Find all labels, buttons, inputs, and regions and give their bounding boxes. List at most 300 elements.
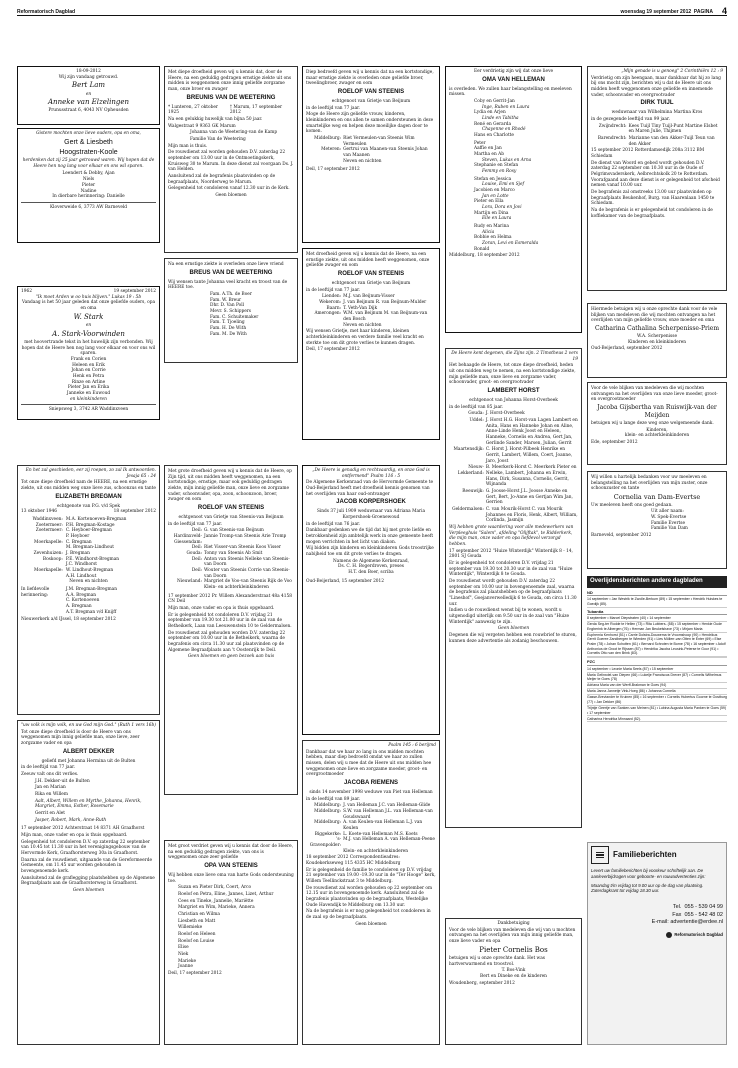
condolence-info: Er is gelegenheid tot condoleren D.V. vrijdag 21 september van 19.30 tot 21.00 uur in de zaal van de Betheikerk, Laan van Leeuwenstein 10 te Geldermalsen. [168, 612, 292, 630]
obituary-text: Na een ernstige ziekte is overleden onze lieve vriend [168, 262, 284, 267]
obituary-text: Met diepe droefheid geven wij u kennis dat, door de Heere, na een geduldig gedragen ernstige ziekte uit ons midden is weggenomen onze innig geliefde zorgzame man, onze broer en zwager [168, 70, 292, 93]
family-member: Marieke [178, 958, 197, 964]
obituary-text: Zeeuw valt ons dit verlies. [21, 771, 79, 777]
deceased-age: in de leeftijd van 77 jaar. [306, 287, 361, 293]
relative-row: Barendrecht: Marianne van den Akker-Tuijl Teun van den Akker [597, 135, 715, 147]
family-member: Ronald [474, 246, 490, 252]
thanks-text: Voor de vele blijken van medeleven die wij van u mochten ontvangen na het overlijden van mijn innig geliefde man, onze lieve vader en opa [449, 927, 576, 945]
obituary-listing: 14 september • Leonie Maria Seels (87) • 15 september [587, 667, 727, 673]
family-announcements-info [587, 842, 727, 1045]
place-date: Middelburg, 18 september 2012 [449, 253, 520, 259]
nephews-label: Neven en nichten [69, 579, 108, 585]
family-member: Uit aller naam: [651, 509, 684, 515]
obituary-text: Het behaagde de Heere, tot onze diepe droefheid, heden uit ons midden weg te nemen, na een kortstondige ziekte, mijn geliefde man, onze lieve en zorgzame vader, schoonvader, groot- en overgrootvader [449, 363, 576, 386]
obituary-listing: Adriana Maria van der Werff-Brakman te Goes (94) [587, 683, 727, 689]
family-member: Jan en Lotte [482, 193, 509, 199]
obituary-text: Diep bedroefd geven wij u kennis dat na een kortstondige, maar ernstige ziekte is overleden onze geliefde broer, tweelingbroer, zwager en oom [306, 70, 434, 87]
burial-info: Na de begrafenis is er nog gelegenheid tot condoleren in de zaal op de begraafplaats. [306, 909, 431, 921]
obituary-note: Mijn man, onze vader en opa is thuis opgebaard. [21, 832, 128, 838]
family-member: Chayenne en Rhodé [482, 127, 526, 133]
deceased-name: ALBERT DEKKER [62, 748, 115, 755]
relative-row: Moerkapelle: W. Lindhout-Bregman [34, 567, 114, 573]
announcement-address: Walgestraat 9 9363 GK Marum [168, 123, 236, 129]
service-info: De rouwdienst zal gehouden worden D.V. zaterdag 22 september om 10.00 uur in de Betheikerk, waarna de begrafenis om circa 11.30 uur zal plaatsvinden op de Algemene Begraafplaats aan 't Oostenrijk te Deil. [168, 630, 286, 653]
obituary-text: Dankbaar gedenken we de tijd dat hij met grote liefde en betrokkenheid zijn ambtelijk werk in onze gemeente heeft mogen verrichten in het licht van diakon. [306, 528, 434, 545]
relative-row: Middelburg: Riet Vermeulen-van Steenis Wim Vermeulen [314, 135, 415, 147]
announcement-intro: Gistere mochten onze lieve ouders, opa en oma, [36, 131, 141, 136]
relative-row: Deil: Anton van Steenis Nelleke van Steenis-van Doorn [191, 556, 290, 568]
relative-row: Zoetermeer: C. Heyboer-Bregman [35, 528, 112, 534]
relative-row: Deil: G. van Steenis-van Beijnum [191, 528, 264, 534]
family-member: Fam. W. Breur [210, 297, 242, 303]
obituary-text: is overleden. We zullen haar belangstelling en meeleven missen. [449, 86, 572, 98]
relative-row: Geldermalsen: C. van Mourik-Horst C. van Mourik Johannes en Floris, Henk, Albert, William, Corlinda, Jasmijn [452, 507, 578, 524]
family-member: Dhr. D. Van Poll [210, 303, 245, 309]
relative-row: Deil: Riet Visser-van Steenis Koos Visser [191, 545, 281, 551]
place-date: 17 september 2012 "Huize Winterdijk" Winterdijk 8 - 14, 2801 SJ Gouda [449, 548, 573, 560]
relative-row: Nieuwland: Margriet de Voo-van Steenis Rijk de Voo [176, 579, 292, 585]
family-member: Elle en Laura [482, 216, 512, 222]
email-link[interactable]: advertentie@erdee.nl [670, 918, 723, 925]
deceased-name: OPA VAN STEENIS [204, 863, 258, 870]
relative-row: Deil: Wouter van Steenis Corrie van Steenis-van Doorn [191, 567, 290, 579]
relative-row: Lienden: M.J. van Beijnum-Visser [322, 294, 395, 300]
family-member: Pieter [81, 182, 96, 188]
memorial-note: In dierbare herinnering: Danielle [52, 194, 125, 200]
obituary-note: Degenen die wij vergeten hebben een rouwbrief te sturen, kunnen deze advertentie als zodanig beschouwen. [449, 633, 577, 644]
flowers-note: Geen bloemen en geen bezoek aan huis [187, 654, 275, 660]
relative-row: 's-Gravenpolder: M.J. van Helleman A. van Helleman-Peene [309, 837, 435, 848]
family-member: Nadine [80, 188, 97, 194]
conjunction: en [85, 91, 92, 97]
memory-name: C. Kortenoeven [65, 598, 100, 604]
relative-row: Moerkapelle: C. Bregman [34, 539, 92, 545]
obituary-listing: 14 september • Jan Westrik te Zwolle-Berkum (89) • 15 september • Hendrik Huiskes te Goedijk (85). [587, 597, 727, 608]
family-member: Roelof en Petra, Eline, Jannes, Lizet, Arthur [178, 891, 274, 897]
flowers-note: Geen bloemen [215, 193, 247, 198]
family-member: Jacobien en Marco [474, 188, 515, 193]
place-date: Oud-Beijerland, 15 september 2012 [306, 578, 385, 584]
person-name: A. Stark-Voorwinden [52, 329, 125, 338]
flowers-note: Geen bloemen [497, 626, 530, 632]
family-member: Kinderen, [646, 427, 668, 433]
announcement-anniversary-stark [17, 286, 160, 420]
deceased-name: BREUS VAN DE WEETERING [189, 269, 273, 276]
announcement-address: Prunusstraat 6, 4043 NV Opheusden [48, 108, 129, 114]
family-member: Coby en Gerrit-Jan [474, 98, 515, 104]
service-info: Gelegenheid tot condoleren D.V. op zaterdag 22 september van 10.45 tot 11.30 uur in het verenigingsgebouw van de Hervormde Kerk, Graafhorsterweg 30a in Graafhorst. [21, 839, 150, 856]
person-name: Bert Lam [71, 81, 106, 90]
place-date: Oud-Beijerland, september 2012 [591, 346, 663, 352]
source-label: PZC [587, 659, 727, 665]
burial-info: Aansluitend zal de begrafenis plaatsvinden op de begraafplaats, Noorderweg te Marum. [168, 173, 276, 185]
other-obituaries-title: Overlijdensberichten andere dagbladen [587, 576, 727, 588]
person-name: Hoogstraten-Koole [59, 148, 118, 156]
family-member: Suzan en Pieter Dirk, Coert, Arco [178, 885, 252, 891]
date-label: 19 september 2012 [113, 289, 156, 294]
family-member: Liesbeth en Matt [178, 918, 216, 924]
announcement-address: Nieuwerkerk a/d IJssel, 18 september 2012 [21, 617, 116, 623]
family-member: René en Gerarda [474, 121, 512, 127]
obituary-listing: 8 september • Marcel Diepstraten (40) • 14 september [587, 616, 727, 622]
relative-row: Zoetermeer: P.H. Bregman-Kostage [35, 522, 115, 528]
family-member: Rudy en Marina [474, 224, 509, 230]
obituary-text: De Algemene Kerkenraad van de Hervormde Gemeente te Oud-Beijerland heeft met droefheid kennis genomen van het overlijden van haar oud-ontvanger [306, 480, 434, 497]
obituary-roelof-van-steenis-family [164, 465, 298, 795]
thanks-bos [445, 918, 582, 1045]
verse: De Heere kent degenen, die Zijns zijn. 2 Timotheus 2 vers 19 [451, 351, 578, 362]
burial-info: De begrafenis zal omstreeks 13.00 uur plaatsvinden op begraafplaats Beukenhof, Burg. van Haarenlaan 1450 te Schiedam. [591, 190, 715, 207]
family-member: klein- en achterkleinkinderen [624, 433, 690, 439]
obituary-text: Met groot verdriet geven wij u kennis dat door de Heere, na een geduldig gedragen ziekte, van ons is weggenomen onze zeer geliefde [168, 844, 294, 861]
family-member: Femmy en Rosy [482, 168, 517, 174]
family-member: Janneke en Euwoud [66, 390, 111, 396]
family-member: Bert en Dineke en de kinderen [480, 973, 547, 979]
relative-row: Waddinxveen: M.A. Kortenoeven-Bregman [32, 516, 127, 522]
announcement-text: herdenken dat zij 25 jaar getrouwd waren. Wij hopen dat de Heere hen nog lang voor elkaar en ons wil sparen. [22, 158, 155, 169]
person-name: W. Stark [73, 312, 104, 321]
flowers-note: Geen bloemen [355, 921, 387, 927]
family-member: Fam. M. De With [210, 331, 247, 337]
deceased-age: in de leeftijd van 77 jaar. [168, 521, 223, 527]
place-date: 18 september 2012 Correspondentieadres: Koudekerkseweg 115 4335 HC Middelburg [306, 855, 401, 866]
relative-row: Zevenhuizen: J. Bregman [33, 550, 90, 556]
family-member: Familie Van de Weetering [190, 136, 246, 142]
verse: "uw volk is mijn volk, en uw God mijn God." (Ruth 1 vers 16b) [21, 723, 156, 728]
obituary-breus [164, 258, 298, 363]
thanks-text: Hiermede betuigen wij u onze oprechte dank voor de vele blijken van medeleven die wij mochten ontvangen na het overlijden van mijn geliefde vrouw, onze moeder en oma [591, 307, 718, 324]
relative-row: M. Bregman-Lindhout [65, 545, 114, 551]
thanks-text: betuigen wij u onze oprechte dank. Het was hartverwarmend en troostvol. [449, 955, 545, 967]
service-info: Indien u de rouwdienst wenst bij te wonen, wordt u uitgenodigd uiterlijk om 9.50 uur in de zaal van "Huize Winterdijk" aanwezig te zijn. [449, 608, 570, 625]
place-date: 15 september 2012 Rotterdamsedijk 208a 3112 BM Schiedam [591, 148, 705, 159]
family-member: Margriet en Wim, Marieke, Annera [178, 905, 255, 911]
family-member: Stefan en Jessica [474, 176, 512, 182]
place-date: 17 september 2012 Achterstraat 14 8371 AH Graafhorst [21, 826, 145, 832]
obituary-opa-van-steenis [164, 840, 298, 1045]
announcement-date: 18-09-2012 [76, 69, 101, 74]
birth-date: * Lunteren, 27 oktober 1925 [168, 104, 218, 116]
obituary-van-de-weetering [164, 66, 298, 253]
page-header [17, 7, 727, 16]
memory-name: A. Bregman [65, 604, 92, 610]
deceased-name: ROELOF VAN STEENIS [337, 271, 405, 278]
deceased-subtitle: geliefd met Johanna Hermina uit de Bulten [41, 758, 136, 764]
family-member: Peter [474, 140, 486, 146]
family-member: Lydia en Arjen [474, 110, 506, 116]
family-member: Fam. T. Tjoeling [210, 320, 245, 326]
thanks-van-ruiswijk [587, 382, 727, 465]
obituary-bregman [17, 465, 160, 715]
family-member: Martijn en Dina [474, 210, 509, 216]
family-member: Inge, Ruben en Laura [482, 104, 530, 110]
obituary-text: Na een gelukkig huwelijk van bijna 50 jaar. [168, 116, 263, 122]
year-label: 1962 [21, 289, 32, 294]
announcement-anniversary-hoogstraten [17, 128, 160, 243]
family-member: en kleinkinderen [70, 396, 107, 402]
obituary-lambert-horst [445, 348, 582, 828]
family-member: Johanna van de Weetering-van de Kamp [190, 130, 278, 136]
thanks-text: betuigen wij u lange deze weg onze welgemeende dank. [591, 420, 714, 426]
family-member: Leendert & Debby, Ajan [62, 171, 115, 177]
family-member: Stephanie en Stefan [474, 163, 519, 169]
place-date: Ede, september 2012 [591, 439, 638, 445]
family-member: Niels [82, 177, 95, 183]
fax-line: Fax 055 - 542 48 02 [672, 911, 723, 918]
burial-info: Na de begrafenis is er gelegenheid tot condoleren in de koffiekamer van de begraafplaats. [591, 208, 713, 219]
memory-name: A.A. Bregman [65, 592, 97, 598]
obituary-korpershoek [302, 465, 440, 735]
obituary-listing [587, 657, 727, 658]
deceased-subtitle: echtgenote van P.G. v/d Spek [56, 503, 121, 509]
announcement-intro: Wij zijn vandaag getrouwd. [58, 74, 119, 80]
family-member: W. Spek-Evertse [651, 514, 687, 520]
deceased-name: OMA VAN HELLEMAN [482, 76, 545, 83]
relative-row: Uddel: J. Horst H.G. Horst-van Lagen Lambert en Anita, Hans en Hanneke Johan en Aline, Anne-Linde Henk Joost en Heleen, Hanneke, Cornelis en Andrea, Gert Jan, Gerlinde Sander, Marsen, Julian, Gerrit [469, 417, 578, 446]
family-member: Jan en Marian [35, 785, 66, 791]
person-name: Gert & Liesbeth [64, 138, 113, 146]
obituary-dekker [17, 720, 160, 1045]
obituary-note: Mijn man, onze vader en opa is thuis opgebaard. [168, 606, 275, 612]
family-member: T. Bos-Vink [501, 968, 526, 974]
family-member: Niek [178, 951, 189, 957]
relative-row: Middelburg: J. van Helleman J.C. van Helleman-Glide [314, 803, 431, 809]
deceased-subtitle: weduwnaar van Wilhelmina Martina Kros [611, 110, 703, 116]
verse: Psalm 145 : 6 berijmd [388, 743, 436, 748]
obituary-steenis-in-laws [302, 248, 440, 440]
obituary-text: Wij wensen Grietje, met haar kinderen, kleinen achterkleinkinderen en verdere familie veel kracht en sterkte toe om dit grote verlies te kunnen dragen. [306, 329, 424, 346]
relative-row: Biggekerke: L. Koete-van Helleman M.S. Koets [314, 831, 418, 837]
relative-row: A.H. Lindhout [65, 573, 97, 579]
email-line: E-mail: advertentie@erdee.nl [651, 918, 723, 925]
obituary-text: Verdrietig om zijn heengaan, maar dankbaar dat hij zo lang bij ons mocht zijn, berichten wij u dat de Heere uit ons midden heeft weggenomen onze geliefde en innemende vader, schoonvader en overgrootvader [591, 75, 721, 98]
family-member: Johan en Corrie [71, 368, 106, 374]
obituary-note: Mijn man is thuis. [168, 143, 208, 149]
deceased-age: in de leeftijd van 85 jaar. [449, 404, 504, 410]
condolence-info: Gelegenheid tot condoleren vanaf 12.30 uur in de Kerk. [168, 186, 290, 192]
thanks-text: Uw meeleven heeft ons goed gedaan. [591, 502, 673, 508]
deceased-name: Cornelia van Dam-Evertse [613, 493, 701, 502]
verse: „Mijn genade is u genoeg" 2 Corinthiërs 12 : 9 [621, 69, 723, 74]
deceased-name: Pieter Cornelis Bos [479, 945, 548, 954]
service-info: De rouwdienst zal worden gehouden op 22 september om 12.15 uur in bovengenoemde kerk. Aansluitend zal de begrafenis plaatsvinden op de begraafplaats, Westelijke Oude Havendijk te Middelburg om 13.30 uur. [306, 885, 433, 908]
info-text: Levert uw familieberichten bij voorkeur schriftelijk aan. De aanleverbijdragen voor geboorte- en rouwadvertenties zijn: [591, 868, 706, 879]
logo-mark-icon [666, 932, 672, 938]
family-member: Martha en Ab [474, 151, 504, 157]
newspaper-icon [591, 846, 609, 864]
deceased-name: ELIZABETH BREGMAN [55, 493, 122, 500]
death-date: † Marum, 17 september 2012 [229, 104, 283, 116]
relative-row: J.C. Windhorst [65, 562, 98, 568]
deceased-subtitle: echtgenoot van Grietje van Steenis-van Beijnum [178, 514, 284, 520]
relative-row: Gouda: J. Horst-Overbeek [468, 411, 525, 417]
relative-row: Hardinxveld-Giessendam: Jannie Tromp-van Steenis Arie Tromp [173, 533, 287, 545]
relative-row: Middelburg: A. van Keulen-van Helleman L.J. van Keulen [314, 820, 423, 831]
deceased-name: BREUNIS VAN DE WEETERING [186, 94, 276, 101]
relative-row: Meteren: Gertrui van Maanen-van Steenis Johan van Maanen [321, 147, 428, 158]
relative-row: Klein- en achterkleinkinderen [343, 848, 408, 854]
family-member: Familie Evertse [651, 520, 685, 526]
obituary-text: Moge de Heere zijn geliefde vrouw, kinderen, kleinkinderen en ons allen te samen ondersteunen in deze smartelijke weg en helpen deze moeilijke dagen door te komen. [306, 112, 434, 135]
family-member: Alicia [482, 229, 495, 235]
relative-row: Klein- en achterkleinkinderen [204, 585, 269, 590]
section-title: Familieberichten [613, 850, 677, 859]
family-member: Linde en Tabitha [482, 115, 519, 121]
family-member: Mevr. S. Schippers [210, 308, 252, 314]
announcement-text: Vandaag is het 50 jaar geleden dat onze geliefde ouders, opa en oma [21, 300, 156, 312]
family-member: Fam. A.Th. de Boer [210, 291, 252, 297]
family-member: Roelof en Louise [178, 938, 215, 944]
family-member: Cees en Tineke, Jannelie, Mariëtte [178, 898, 254, 904]
obituary-dirk-tuijl [587, 66, 727, 291]
obituary-riemens [302, 740, 440, 1045]
deceased-subtitle: echtgenoot van Grietje van Beijnum [331, 280, 411, 286]
obituary-listing: Gerda Seg-ter Rodde te Hellen (73) • Rita Lubbers- (58) • 15 september • Henkie Oude Engberink te Albergen (76) • Herman Jan Beukelshave (73) • Mirjam Maria [587, 622, 727, 633]
relative-row: Baarn: T. Veth-Van Dijk [326, 305, 378, 311]
family-member: Steven, Lukas en Arna [482, 157, 532, 163]
service-info: De rouwdienst zal worden gehouden D.V. zaterdag 22 september om 13.00 uur in de Ontmoetingskerk, Kruisweg 30 te Marum. In deze dienst zal voorgaan Ds. J. van Helden. [168, 150, 294, 173]
header-date: woensdag 19 september 2012 PAGINA [620, 9, 713, 15]
relative-row: P. Heyboer [65, 533, 90, 539]
burial-info: Aansluitend zal de graflegging plaatshebben op de Algemene Begraafplaats aan de Graafhorsterweg in Graafhorst. [21, 875, 155, 887]
relative-row: Neven en nichten [343, 158, 382, 164]
family-member: Bobbie en Helma [474, 235, 512, 241]
deceased-name: Jacoba Gijsbertha van Ruiswijk-van der Meijden [597, 404, 717, 419]
obituary-text: Tot onze diepe droefheid is door de Heere van ons weggenomen mijn innig geliefde man, onze lieve, zeer zorgzame vader en opa [21, 729, 140, 747]
deceased-subtitle: Sinds 37 juli 1909 weduwnaar van Adriana Maria Korpershoek-Groenewoud [316, 509, 426, 520]
family-member: Rika en Willem [35, 791, 68, 797]
family-member: Pieter Jan en Erika [67, 385, 110, 391]
family-member: Fam. H. De With [210, 325, 247, 331]
relative-row: Wekerom: J. van Beijnum R. van Beijnum-Mulder [319, 299, 427, 305]
family-member: Aaffie en Jan [474, 146, 502, 152]
family-member: Jasper, Robert, Mark, Anne-Ruth [35, 817, 107, 823]
relative-row: Reeuwijk: G. Joosse-Horst J.L. Joosse Anneke en Gert, Bert, Jo-Anne en Gertjan Wim Jan, Gerrien [462, 489, 573, 506]
publication-logo: Reformatorisch Dagblad [591, 932, 723, 938]
obituary-text: Met grote droefheid geven wij u kennis dat de Heere, op Zijn tijd, uit ons midden heeft weggenomen, na een kortstondige, ernstige, maar ook geduldig gedragen ziekte, mijn innig geliefde man, onze lieve en zorgzame vader, schoonvader, opa, zoon, schoonzoon, broer, zwager en oom [168, 469, 292, 503]
deceased-age: in de leeftijd van 89 jaar. [306, 796, 361, 802]
family-member: Rinze en Arline [71, 379, 106, 385]
deceased-name: DIRK TUIJL [640, 100, 674, 107]
relative-row: Neven en nichten [343, 322, 382, 328]
family-member: Lora, Dora en Jovi [482, 205, 522, 211]
service-info: De dienst van Woord en gebed wordt gehouden D.V. zaterdag 22 september om 10.30 uur in de Oude of Pelgrimsvaderskerk, Aelbrechtskolk 20 te Rotterdam. Voorafgaand aan deze dienst is er gelegenheid tot afscheid nemen vanaf 10.00 uur. [591, 160, 720, 189]
family-member: Elise [178, 945, 189, 951]
memory-label: In liefdevolle herinnering: [21, 587, 50, 598]
family-member: W.A. Scherpenisse [637, 333, 677, 339]
source-label: Tubantia [587, 609, 727, 615]
deceased-subtitle: echtgenoot van Johanna Horst-Overbeek [469, 397, 558, 403]
relative-row: Zwijndrecht: Kees Tuijl Tiny Tuijl-Punt Martine Elsbet en Maren Julie, Thijmen [598, 123, 718, 135]
family-member: Fam. C. Schuitemaker [210, 314, 259, 320]
service-info: De rouwdienst wordt gehouden D.V. zaterdag 22 september om 10.00 uur in bovengenoemde zaal, waarna de begrafenis zal plaatshebben op de begraafplaats "Lineshof", Goejanverwelledijk 6 te Gouda, om circa 11.30 uur. [449, 579, 577, 607]
condolence-info: Er is gelegenheid de familie te condoleren op D.V. vrijdag 21 september van 19.00 -19.30 uur in de "Ter Hooge" kerk, Willem Teellinckstraat 3 te Middelburg. [306, 867, 436, 885]
deceased-age: in de leeftijd van 77 jaar. [306, 105, 361, 111]
family-member: Heleen en Erik [72, 362, 105, 368]
family-member: Kinderen en kleinkinderen [627, 339, 687, 345]
obituary-text: Tot onze diepe droefheid nam de HEERE, na een ernstige ziekte, uit ons midden weg onze lieve zus, schoonzus en tante [21, 480, 156, 492]
deceased-age: in de gezegende leeftijd van 99 jaar. [591, 116, 670, 122]
relative-row: Amerongen: W.M. van Beijnum M. van Beijnum-van den Bosch [314, 311, 428, 322]
relative-row: Boskoop: P.E. Windhorst-Bregman [42, 556, 120, 562]
conjunction: en [85, 322, 92, 328]
source-label: ND [587, 590, 727, 596]
thanks-text: Voor de vele blijken van medeleven die wij mochten ontvangen na het overlijden van onze lieve moeder, groot- en overgrootmoeder [591, 386, 718, 403]
verse: En het zal geschieden, eer zij roepen, zo zal Ik antwoorden. Jesaja 65 : 24 [25, 468, 156, 479]
deceased-age: in de leeftijd van 76 jaar. [306, 521, 361, 527]
obituary-listing: Euphemia Kenhorst (51) • Carrie Dolstra-Douwema te Vroomshoop (90) • Hendrikus Gerrit Goeree Zandbergen te Wierden (91) • Lies Möllerr-van Otten te Enter (69) • Else Pralm (78) • Johan Schotten (61) • Bernard Schroten te Borne (78) • 16 september • Adolf Anthonius de Groot te Rijssen (87) • Hendrika Jacoba Leusink-Peterse te Goor (91) • Cornelis Otto van den Brink (83). [587, 632, 726, 656]
deceased-name: ROELOF VAN STEENIS [337, 89, 405, 96]
obituary-listing: Maria Gelinxdel-van Diepen (66) • Lukelje Franciscus Drever (87) • Cornelis Wilhelmus Meijer te Goes (78) [587, 673, 727, 684]
relative-row: Nieuw-Lekkerland: B. Meerkerk-Horst C. Meerkerk Pieter en Nelleke, Lambert, Johanna en Erwin, Hans, Dirk, Susanna, Cornelis, Gerrit, Wijnanda [457, 465, 577, 488]
obituary-text: Wij hebben onze lieve oma van harte Gods ondersteuning toe. [168, 872, 294, 884]
obituary-text: Wij bidden zijn kinderen en kleinkinderen Gods troostrijke nabijheid toe om dit grote verlies te dragen. [306, 546, 434, 557]
signature-line: Ds. C. H. Bogerdroven, preses [338, 564, 404, 570]
obituary-text: Wij wensen tante Johanna veel kracht en troost van de HEERE toe. [168, 279, 288, 291]
condolence-info: Er is gelegenheid tot condoleren D.V. vrijdag 21 september van 19.30 tot 20.30 uur in de zaal van "Huize Winterdijk", Winterdijk 8 te Gouda. [449, 561, 573, 578]
obituary-listing: Maria Janna Jannetje Vink-Hoeg (86) • Johanna Cornelia [587, 689, 727, 695]
obituary-steenis-siblings [302, 66, 440, 243]
death-date: 18 september 2012 [113, 509, 156, 515]
relative-row: Gouda: Tonny van Steenis Ab Smit [186, 550, 263, 556]
verse: Eer verdrietig zijn wij dat onze lieve [473, 69, 554, 74]
place-date: 17 september 2012 Pr. Willem Alexanderstraat 48a 4158 CN Deil [168, 593, 292, 605]
announcement-wedding-lam [17, 66, 160, 125]
place-date: Deil, 17 september 2012 [306, 167, 360, 173]
publication-name: Reformatorisch Dagblad [17, 9, 76, 15]
deceased-name: ROELOF VAN STEENIS [197, 505, 265, 512]
obituary-text: Wij hebben grote waardering voor alle medewerkers van Verpleeghuis "Salem", afdeling "Olijftak", te Ridderkerk, die mijn man, onze vader en opa liefdevol verzorgd hebben. [449, 525, 574, 548]
flowers-note: Geen bloemen [72, 888, 105, 894]
announcement-address: Kloverweide 6, 3773 AW Barneveld [49, 204, 128, 210]
family-member: Aalt, Albert, Willem en Myrthe, Johanna, Henrik, Margriet, Emma, Esther, Rosemarie [35, 798, 142, 810]
deceased-subtitle: sinds 14 november 1998 weduwe van Piet van Helleman [309, 789, 433, 795]
signature-line: H.T. den Boer, scriba [348, 569, 394, 575]
deceased-name: Catharina Cathalina Scherpenisse-Priem [594, 325, 720, 333]
relative-row: Maartensdijk: C. Horst J. Horst-Pilbeek Henrike en Gerrit, Lambert, Willem, Coert, Joanne, Jaro, Joost [453, 447, 573, 464]
obituary-text: Dankbaar dat we haar zo lang in ons midden mochten hebben, maar diep bedroefd omdat we haar zo zullen missen, delen wij u mee dat de Heere uit ons midden hee weggenomen onze lieve en zorgzame moeder, groot- en overgrootmoeder [306, 749, 432, 778]
obituary-text: Met droefheid geven wij u kennis dat de Heere, na een ernstige ziekte, uit ons midden heeft weggenomen, onze geliefde zwager en oom [306, 252, 430, 269]
place-date: Woudenberg, september 2012 [449, 980, 515, 986]
thanks-scherpenisse [587, 303, 727, 378]
thanks-title: Dankbetuiging [497, 921, 530, 926]
family-member: Frank en Corien [70, 356, 107, 362]
family-member: Pieter en Ella [474, 199, 504, 205]
memory-name: J.M. Bregman-Bregman [65, 587, 117, 592]
deceased-age: in de leeftijd van 77 jaar. [21, 765, 76, 771]
verse: "Ik moet Arden w oo huis blijven." Lukas 19 : 5b [35, 294, 142, 300]
family-member: Christian en Wilma [178, 911, 220, 917]
memory-name: A.T. Bregman v/d Knijff [65, 609, 117, 615]
relative-row: Middelburg: S.W. van Helleman J.L. van Helleman-van Goudswaard [314, 808, 433, 820]
family-member: Louise, Emi en Sjef [482, 182, 525, 188]
obituary-listing: Trijntje Geertje van Sanken-van Meinen (81) • Lubina Augusta Maria Panken te Goes (59) • 17 september [587, 706, 727, 715]
burial-info: Daarna zal de rouwdienst, uitgaande van de Gereformeerde Gemeente, om 11.45 uur worden gehouden in bovengenoemde kerk. [21, 857, 152, 875]
birth-date: 13 oktober 1946 [21, 509, 57, 515]
deadline-text: Maandag t/m vrijdag tot 9.00 uur op de dag van plaatsing. Zaterdagkrant tot vrijdag 18.30 uur. [591, 882, 704, 894]
family-member: Roelof en Heleen [178, 931, 216, 937]
deceased-name: JACOB KORPERSHOEK [336, 499, 406, 506]
other-obituaries-panel [587, 576, 727, 836]
deceased-name: JACOBA RIEMENS [343, 780, 399, 787]
family-member: Zoran, Levi en Esmeralda [482, 241, 539, 247]
deceased-name: LAMBERT HORST [487, 388, 540, 395]
place-date: Deil, 17 september 2012 [306, 347, 360, 353]
family-member: Familie Van Dam [651, 526, 688, 532]
deceased-subtitle: echtgenoot van Grietje van Beijnum [331, 98, 411, 104]
phone-line: Tel. 055 - 539 04 99 [672, 904, 723, 911]
announcement-text: met hoovertrande tekst in het huwelijk zijn verbonden. Wij hopen dat de Heere hen nog lang voor elkaar en voor ons wil sparen. [21, 339, 156, 357]
